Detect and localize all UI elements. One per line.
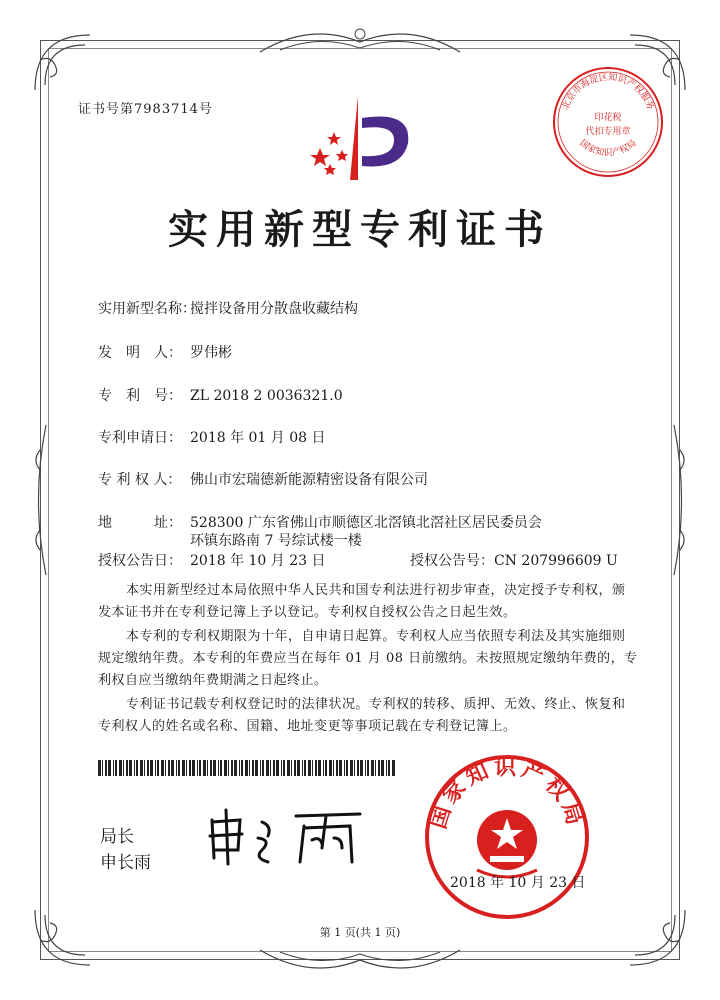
bottom-ornament-icon [250,940,470,980]
field-application-date [98,427,326,447]
field-patentee [98,469,428,489]
field-value: 佛山市宏瑞德新能源精密设备有限公司 [190,472,428,488]
certificate-number: 证书号第7983714号 [78,102,213,117]
paragraph-term-notice: 本专利的专利权期限为十年，自申请日起算。专利权人应当依照专利法及其实施细则规定缴纳年费。本专利的年费应当在每年 01 月 08 日前缴纳。未按照规定缴纳年费的，专利权自应当缴纳年费期满之日起终止。 [98,629,638,688]
field-label: 实用新型名称： [98,301,196,317]
certificate-title: 实用新型专利证书 [168,207,552,253]
field-address [98,512,542,532]
field-label: 授权公告号： [410,553,494,569]
field-patent-number [98,385,343,405]
field-value: 2018 年 10 月 23 日 [190,553,326,569]
field-label: 专利申请日： [98,430,182,446]
stamp-duty-seal-icon [548,62,668,182]
director-title: 局长 [100,827,134,847]
svg-text:国家知识产权局: 国家知识产权局 [577,138,639,159]
director-signature-icon [200,800,370,870]
right-ornament-icon [664,420,694,580]
field-value: 2018 年 01 月 08 日 [190,430,326,446]
field-label: 专 利 号： [98,388,182,404]
field-value: CN 207996609 U [494,553,618,569]
barcode-icon [98,760,398,776]
field-value: ZL 2018 2 0036321.0 [190,388,343,404]
director-name: 申长雨 [100,853,151,873]
left-ornament-icon [26,420,56,580]
paragraph-legal-status: 专利证书记载专利权登记时的法律状况。专利权的转移、质押、无效、终止、恢复和专利权人的姓名或名称、国籍、地址变更等事项记载在专利登记簿上。 [98,697,626,734]
field-label: 地 址： [98,515,182,531]
field-address-line2: 环镇东路南 7 号综试楼一楼 [190,533,362,549]
field-label: 授权公告日： [98,553,182,569]
field-grant-number [410,550,618,570]
paragraph-grant-notice: 本实用新型经过本局依照中华人民共和国专利法进行初步审查，决定授予专利权，颁发本证书并在专利登记簿上予以登记。专利权自授权公告之日起生效。 [98,583,626,620]
field-inventor [98,342,232,362]
field-grant-date [98,550,326,570]
field-utility-name [98,298,358,318]
seal-date: 2018 年 10 月 23 日 [450,875,586,891]
corner-ornament-icon [30,30,100,100]
field-value: 搅拌设备用分散盘收藏结构 [190,301,358,317]
field-value: 528300 广东省佛山市顺德区北滘镇北滘社区居民委员会 [190,515,542,531]
svg-text:代扣专用章: 代扣专用章 [585,127,631,137]
svg-text:北京市海淀区知识产权服务: 北京市海淀区知识产权服务 [560,72,656,112]
cnipa-seal-icon [422,752,592,922]
svg-text:印花税: 印花税 [594,113,622,123]
svg-text:国家知识产权局: 国家知识产权局 [425,755,589,832]
field-label: 发 明 人： [98,345,182,361]
patent-office-logo-icon [300,88,420,188]
field-value: 罗伟彬 [190,345,232,361]
top-ornament-icon [250,22,470,62]
field-label: 专 利 权 人： [98,472,182,488]
page-indicator: 第 1 页(共 1 页) [319,926,401,939]
